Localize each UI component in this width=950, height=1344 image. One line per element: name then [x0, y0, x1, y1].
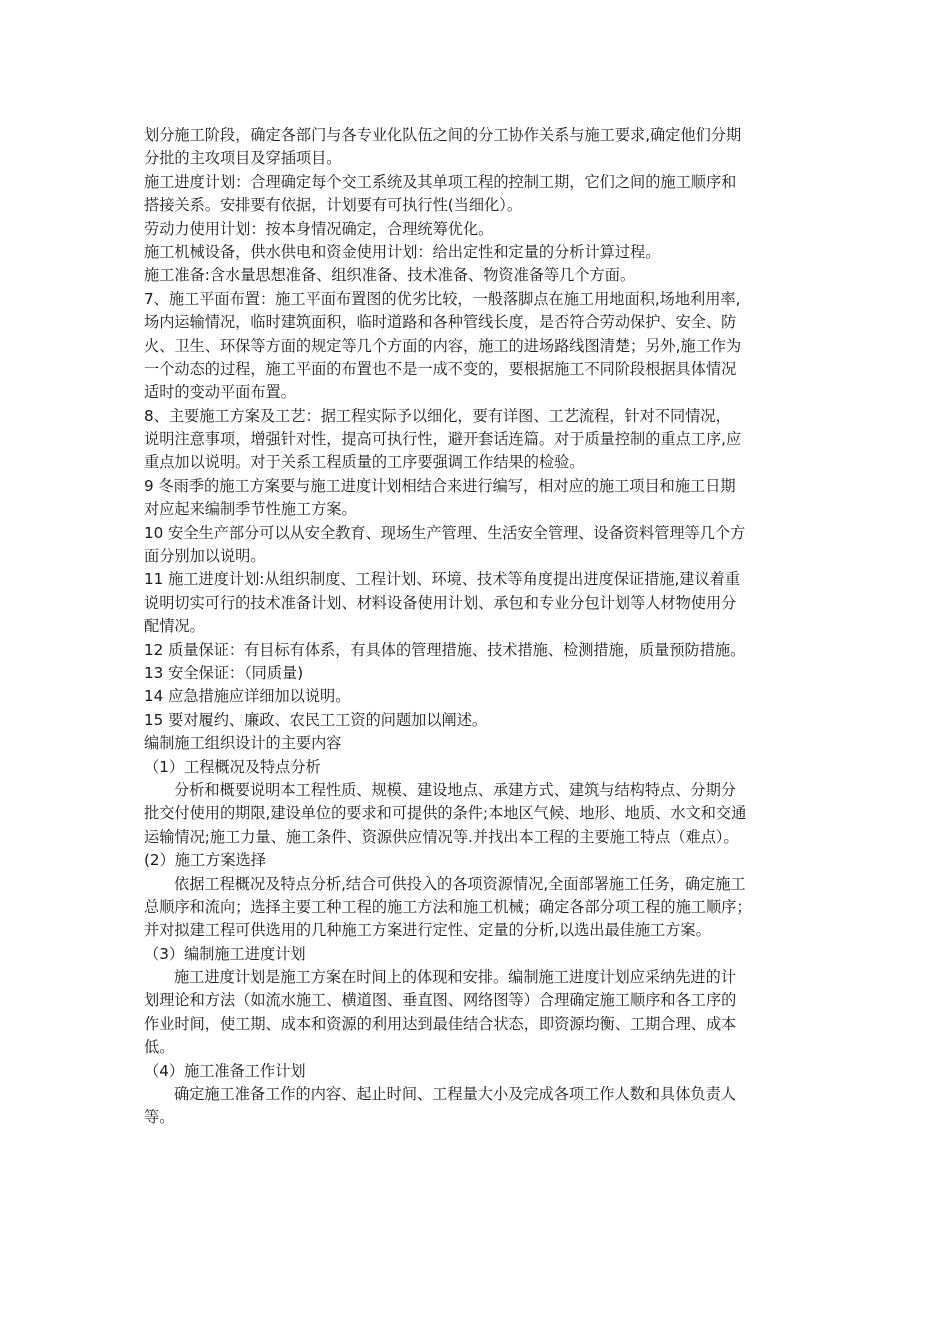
text-line: 施工机械设备，供水供电和资金使用计划：给出定性和定量的分析计算过程。	[144, 242, 661, 261]
text-line: 12 质量保证：有目标有体系，有具体的管理措施、技术措施、检测措施，质量预防措施。	[144, 640, 746, 659]
text-line: 施工进度计划：合理确定每个交工系统及其单项工程的控制工期，它们之间的施工顺序和	[144, 172, 737, 191]
text-line: 一个动态的过程，施工平面的布置也不是一成不变的，要根据施工不同阶段根据具体情况	[144, 359, 737, 378]
text-line: 并对拟建工程可供选用的几种施工方案进行定性、定量的分析,以选出最佳施工方案。	[144, 921, 711, 940]
text-line: 施工准备:含水量思想准备、组织准备、技术准备、物资准备等几个方面。	[144, 266, 636, 285]
text-line: 重点加以说明。对于关系工程质量的工序要强调工作结果的检验。	[144, 453, 585, 472]
text-line: 适时的变动平面布置。	[144, 383, 296, 402]
text-line: 依据工程概况及特点分析,结合可供投入的各项资源情况,全面部署施工任务，确定施工	[174, 874, 746, 893]
text-line: 13 安全保证：（同质量)	[144, 663, 304, 682]
text-line: 作业时间，使工期、成本和资源的利用达到最佳结合状态，即资源均衡、工期合理、成本	[144, 1014, 737, 1033]
text-line: (2）施工方案选择	[144, 851, 266, 870]
text-line: 15 要对履约、廉政、农民工工资的问题加以阐述。	[144, 710, 488, 729]
text-line: 分析和概要说明本工程性质、规模、建设地点、承建方式、建筑与结构特点、分期分	[174, 780, 736, 799]
text-line: 划理论和方法（如流水施工、横道图、垂直图、网络图等）合理确定施工顺序和各工序的	[144, 991, 737, 1010]
text-line: 7、施工平面布置：施工平面布置图的优劣比较，一般落脚点在施工用地面积,场地利用率,	[144, 289, 741, 308]
text-line: 11 施工进度计划:从组织制度、工程计划、环境、技术等角度提出进度保证措施,建议着重	[144, 570, 741, 589]
text-line: 说明注意事项，增强针对性，提高可执行性，避开套话连篇。对于质量控制的重点工序,应	[144, 430, 742, 449]
text-line: 10 安全生产部分可以从安全教育、现场生产管理、生活安全管理、设备资料管理等几个方	[144, 523, 746, 542]
text-line: 搭接关系。安排要有依据，计划要有可执行性(当细化）。	[144, 196, 523, 215]
text-line: 场内运输情况，临时建筑面积，临时道路和各种管线长度，是否符合劳动保护、安全、防	[144, 313, 737, 332]
text-line: 配情况。	[144, 617, 205, 636]
text-line: 确定施工准备工作的内容、起止时间、工程量大小及完成各项工作人数和具体负责人	[174, 1085, 736, 1104]
document-body	[144, 124, 808, 1130]
text-line: 等。	[144, 1108, 175, 1127]
text-line: 火、卫生、环保等方面的规定等几个方面的内容，施工的进场路线图清楚；另外,施工作为	[144, 336, 742, 355]
text-line: 编制施工组织设计的主要内容	[144, 734, 342, 753]
text-line: 说明切实可行的技术准备计划、材料设备使用计划、承包和专业分包计划等人材物使用分	[144, 593, 737, 612]
text-line: 9 冬雨季的施工方案要与施工进度计划相结合来进行编写，相对应的施工项目和施工日期	[144, 476, 736, 495]
text-line: 总顺序和流向；选择主要工种工程的施工方法和施工机械；确定各部分项工程的施工顺序；	[144, 897, 752, 916]
text-line: 对应起来编制季节性施工方案。	[144, 500, 357, 519]
text-line: 低。	[144, 1038, 175, 1057]
text-line: 运输情况;施工力量、施工条件、资源供应情况等.并找出本工程的主要施工特点（难点）。	[144, 827, 739, 846]
text-line: 划分施工阶段，确定各部门与各专业化队伍之间的分工协作关系与施工要求,确定他们分期	[144, 126, 742, 144]
text-line: 劳动力使用计划：按本身情况确定，合理统筹优化。	[144, 219, 494, 238]
text-line: 14 应急措施应详细加以说明。	[144, 687, 351, 706]
text-line: 面分别加以说明。	[144, 547, 266, 566]
text-line: （1）工程概况及特点分析	[144, 757, 321, 776]
text-line: 分批的主攻项目及穿插项目。	[144, 149, 342, 168]
text-line: 施工进度计划是施工方案在时间上的体现和安排。编制施工进度计划应采纳先进的计	[174, 968, 736, 987]
text-line: （3）编制施工进度计划	[144, 944, 306, 963]
text-line: 8、主要施工方案及工艺：据工程实际予以细化，要有详图、工艺流程，针对不同情况，	[144, 406, 731, 425]
text-line: （4）施工准备工作计划	[144, 1061, 306, 1080]
text-line: 批交付使用的期限,建设单位的要求和可提供的条件;本地区气候、地形、地质、水文和交通	[144, 804, 747, 823]
